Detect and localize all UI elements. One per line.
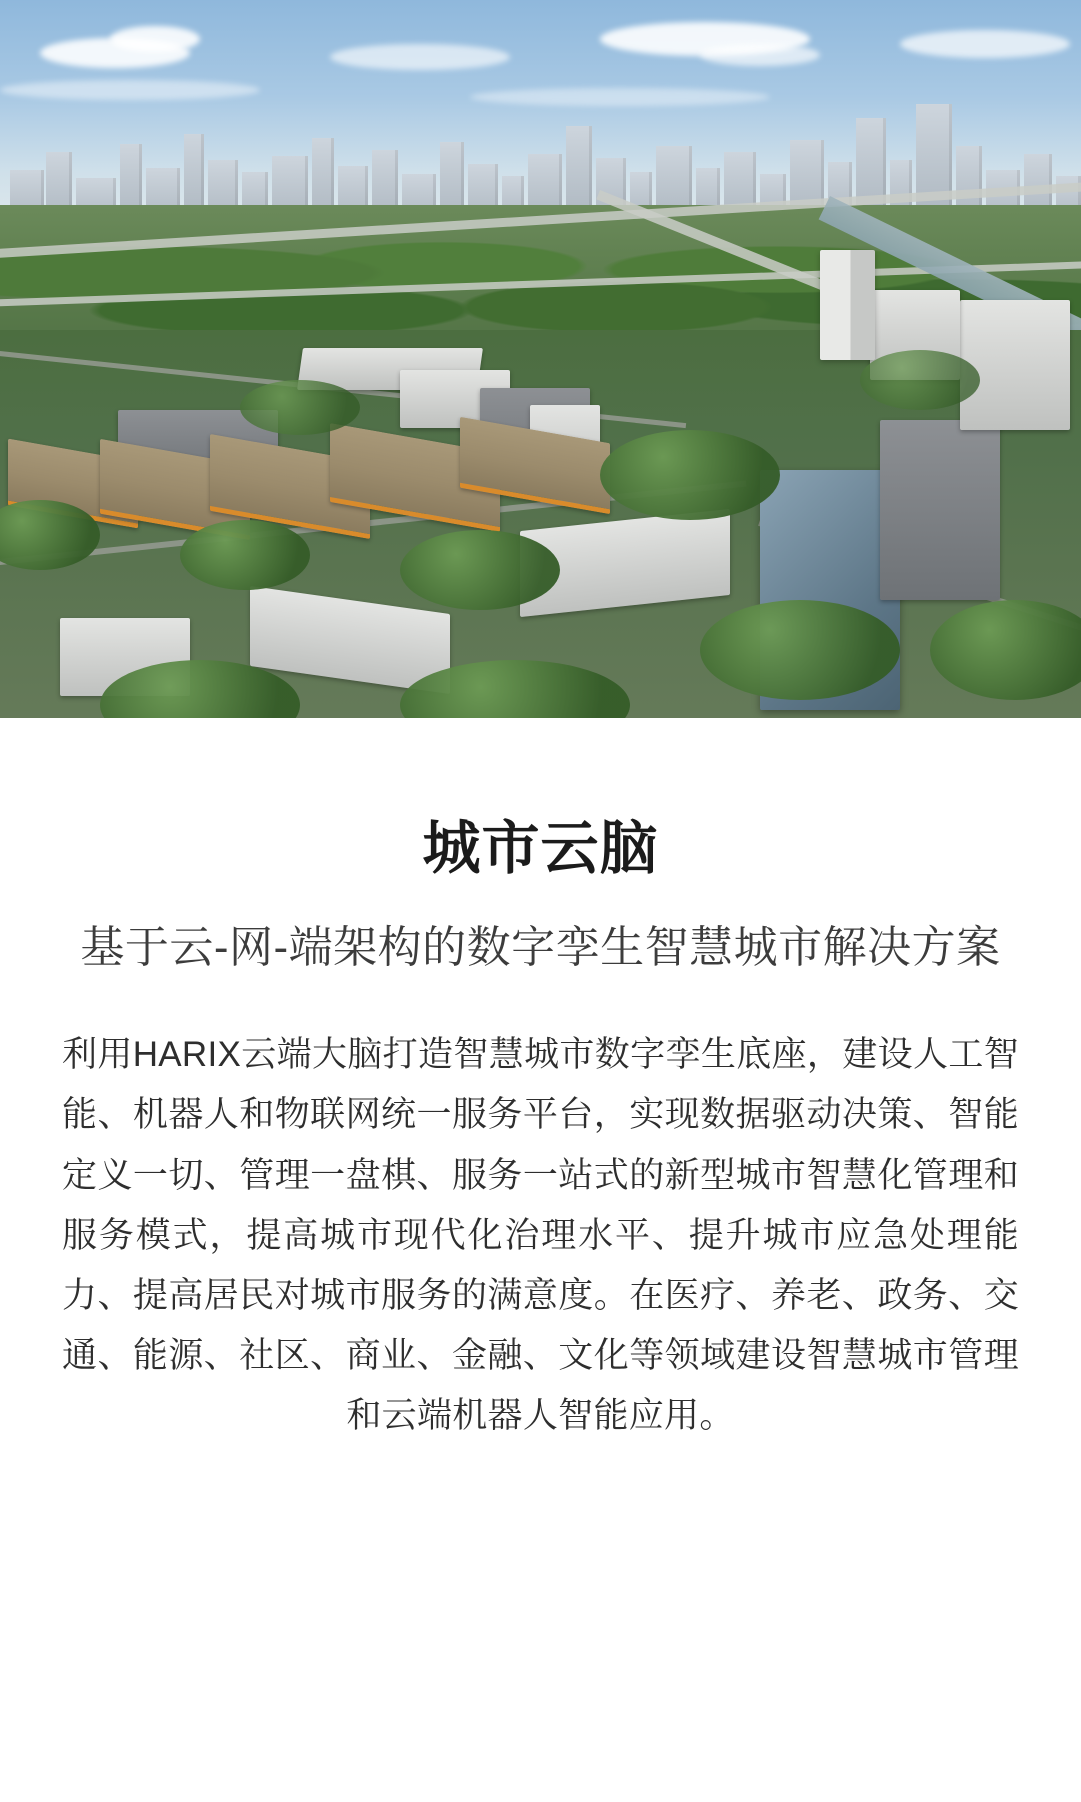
body-paragraph: 利用HARIX云端大脑打造智慧城市数字孪生底座，建设人工智能、机器人和物联网统一服务平台，实现数据驱动决策、智能定义一切、管理一盘棋、服务一站式的新型城市智慧化管理和服务模式，提高城市现代化治理水平、提升城市应急处理能力、提高居民对城市服务的满意度。在医疗、养老、政务、交通、能源、社区、商业、金融、文化等领域建设智慧城市管理和云端机器人智能应用。: [62, 1035, 1019, 1436]
cloud-shape: [110, 26, 200, 52]
tower-shape: [880, 420, 1000, 600]
tree-cluster: [860, 350, 980, 410]
hero-image: [0, 0, 1081, 718]
cloud-shape: [700, 44, 820, 66]
tree-cluster: [240, 380, 360, 435]
cloud-shape: [330, 44, 510, 70]
page-subtitle: 基于云-网-端架构的数字孪生智慧城市解决方案: [80, 922, 1001, 972]
tower-shape: [820, 250, 875, 360]
page-title: 城市云脑: [422, 816, 659, 881]
building-shape: [960, 300, 1070, 430]
tree-cluster: [180, 520, 310, 590]
tree-cluster: [400, 530, 560, 610]
article-content: [0, 718, 1081, 1446]
tree-cluster: [700, 600, 900, 700]
tree-cluster: [600, 430, 780, 520]
cloud-shape: [900, 30, 1070, 58]
